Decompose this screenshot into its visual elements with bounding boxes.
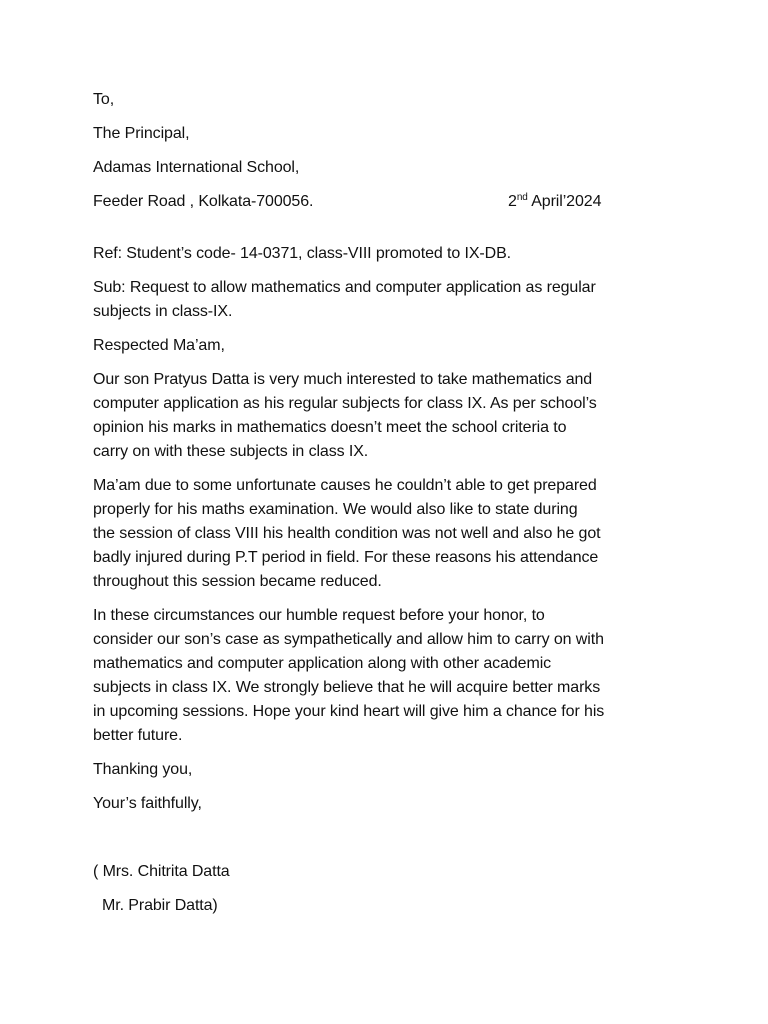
paragraph-line: throughout this session became reduced.	[93, 573, 382, 590]
salutation-to: To,	[93, 91, 115, 108]
closing-thanks: Thanking you,	[93, 761, 193, 778]
paragraph-line: subjects in class IX. We strongly believe that he will acquire better marks	[93, 679, 601, 696]
recipient-school: Adamas International School,	[93, 159, 300, 176]
paragraph-line: consider our son’s case as sympathetically and allow him to carry on with	[93, 631, 604, 648]
paragraph-line: the session of class VIII his health condition was not well and also he got	[93, 525, 601, 542]
subject	[93, 276, 683, 324]
paragraph-line: computer application as his regular subjects for class IX. As per school’s	[93, 395, 597, 412]
letter-body	[93, 88, 683, 918]
signature-space	[93, 816, 683, 860]
closing: Your’s faithfully,	[93, 795, 202, 812]
greeting: Respected Ma’am,	[93, 337, 225, 354]
signatory-2: Mr. Prabir Datta)	[102, 897, 218, 914]
paragraph-line: in upcoming sessions. Hope your kind heart will give him a chance for his	[93, 703, 605, 720]
paragraph-line: opinion his marks in mathematics doesn’t meet the school criteria to	[93, 419, 567, 436]
signatory-1: ( Mrs. Chitrita Datta	[93, 863, 230, 880]
paragraph-3	[93, 604, 683, 748]
paragraph-2	[93, 474, 683, 594]
paragraph-line: In these circumstances our humble request before your honor, to	[93, 607, 545, 624]
subject-line: subjects in class-IX.	[93, 303, 233, 320]
paragraph-line: Our son Pratyus Datta is very much interested to take mathematics and	[93, 371, 593, 388]
paragraph-line: mathematics and computer application along with other academic	[93, 655, 552, 672]
recipient-title: The Principal,	[93, 125, 190, 142]
reference-line: Ref: Student’s code- 14-0371, class-VIII promoted to IX-DB.	[93, 245, 512, 262]
paragraph-line: Ma’am due to some unfortunate causes he couldn’t able to get prepared	[93, 477, 597, 494]
letter-date	[508, 190, 601, 214]
paragraph-line: properly for his maths examination. We would also like to state during	[93, 501, 578, 518]
recipient-address: Feeder Road , Kolkata-700056.	[93, 193, 314, 210]
date-suffix: nd	[516, 192, 528, 203]
paragraph-line: badly injured during P.T period in field. For these reasons his attendance	[93, 549, 599, 566]
paragraph-line: better future.	[93, 727, 183, 744]
paragraph-1	[93, 368, 683, 464]
paragraph-line: carry on with these subjects in class IX.	[93, 443, 369, 460]
blank-line	[93, 214, 683, 242]
date-rest: April’2024	[527, 193, 602, 210]
subject-line: Sub: Request to allow mathematics and computer application as regular	[93, 279, 596, 296]
date-day: 2	[508, 193, 517, 210]
address-date-row	[93, 190, 683, 214]
